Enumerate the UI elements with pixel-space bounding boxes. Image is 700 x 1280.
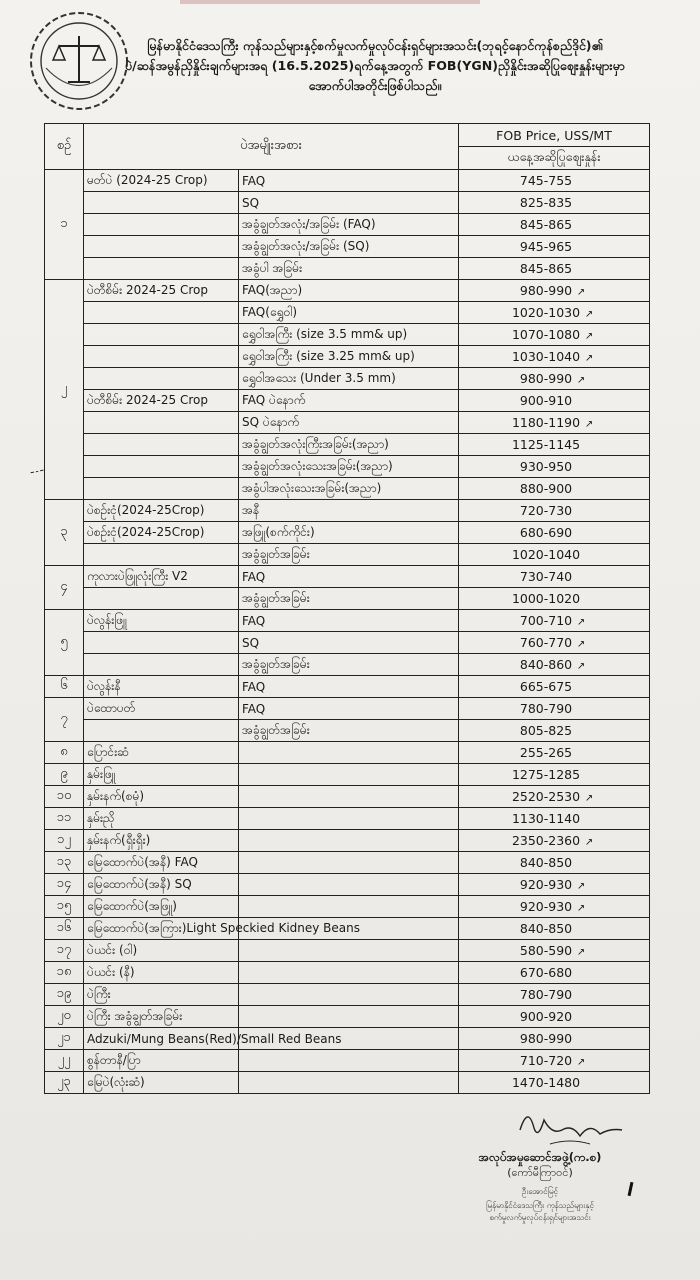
price-value: 1020-1040 bbox=[511, 547, 581, 562]
table-row bbox=[45, 962, 650, 984]
price-value: 710-720 bbox=[519, 1053, 573, 1068]
table-row bbox=[45, 1028, 650, 1050]
table-row bbox=[45, 918, 650, 940]
price-value: 670-680 bbox=[519, 965, 573, 980]
item-grade bbox=[239, 874, 459, 896]
row-number: ၁၈ bbox=[45, 962, 84, 984]
item-name: စွန်တာနီ/ပြာ bbox=[84, 1050, 239, 1072]
price-cell bbox=[459, 632, 650, 654]
table-row bbox=[45, 808, 650, 830]
price-value: 730-740 bbox=[519, 569, 573, 584]
item-grade bbox=[239, 984, 459, 1006]
price-value: 780-790 bbox=[519, 701, 573, 716]
item-grade bbox=[239, 1006, 459, 1028]
item-name bbox=[84, 346, 239, 368]
table-row bbox=[45, 1006, 650, 1028]
item-grade bbox=[239, 940, 459, 962]
item-name bbox=[84, 302, 239, 324]
price-cell bbox=[459, 280, 650, 302]
price-cell bbox=[459, 1028, 650, 1050]
price-value: 1020-1030 bbox=[511, 305, 581, 320]
table-row bbox=[45, 236, 650, 258]
row-number: ၁၉ bbox=[45, 984, 84, 1006]
item-name: ပဲယင်း (နီ) bbox=[84, 962, 239, 984]
price-value: 1070-1080 bbox=[511, 327, 581, 342]
table-row bbox=[45, 522, 650, 544]
item-name bbox=[84, 478, 239, 500]
price-value: 840-860 bbox=[519, 657, 573, 672]
price-value: 930-950 bbox=[519, 459, 573, 474]
item-grade: အဖြူ(စက်ကိုင်း) bbox=[239, 522, 459, 544]
row-number: ၇ bbox=[45, 698, 84, 742]
table-row bbox=[45, 874, 650, 896]
price-value: 945-965 bbox=[519, 239, 573, 254]
price-value: 900-910 bbox=[519, 393, 573, 408]
price-cell bbox=[459, 346, 650, 368]
item-grade: FAQ bbox=[239, 676, 459, 698]
item-name bbox=[84, 324, 239, 346]
price-up-tick-icon: ↗ bbox=[584, 793, 594, 804]
table-row bbox=[45, 852, 650, 874]
row-number: ၁၄ bbox=[45, 874, 84, 896]
item-grade bbox=[239, 852, 459, 874]
price-value: 720-730 bbox=[519, 503, 573, 518]
price-cell bbox=[459, 654, 650, 676]
price-cell bbox=[459, 390, 650, 412]
price-value: 255-265 bbox=[519, 745, 573, 760]
price-cell bbox=[459, 500, 650, 522]
row-number: ၂၁ bbox=[45, 1028, 84, 1050]
row-number: ၁၂ bbox=[45, 830, 84, 852]
price-cell bbox=[459, 764, 650, 786]
item-grade: အခွံချွတ်အလုံးကြီးအခြမ်း(အညာ) bbox=[239, 434, 459, 456]
table-row bbox=[45, 390, 650, 412]
item-grade bbox=[239, 830, 459, 852]
price-value: 2350-2360 bbox=[511, 833, 581, 848]
table-row bbox=[45, 544, 650, 566]
row-number: ၁၁ bbox=[45, 808, 84, 830]
item-name: ပဲတီစိမ်း 2024-25 Crop bbox=[84, 280, 239, 302]
signature-org-line-2: စက်မှုလက်မှုလုပ်ငန်းရှင်များအသင်း bbox=[489, 1213, 591, 1222]
price-value: 580-590 bbox=[519, 943, 573, 958]
row-number: ၂၀ bbox=[45, 1006, 84, 1028]
price-value: 1470-1480 bbox=[511, 1075, 581, 1090]
price-value: 1130-1140 bbox=[511, 811, 581, 826]
price-cell bbox=[459, 698, 650, 720]
price-cell bbox=[459, 456, 650, 478]
header-line-3: အောက်ပါအတိုင်းဖြစ်ပါသည်။ bbox=[308, 78, 442, 93]
price-cell bbox=[459, 478, 650, 500]
table-row bbox=[45, 478, 650, 500]
item-name: ပြောင်းဆံ bbox=[84, 742, 239, 764]
price-cell bbox=[459, 236, 650, 258]
table-row bbox=[45, 280, 650, 302]
item-name bbox=[84, 412, 239, 434]
item-name: ပဲလွန်းဖြူ bbox=[84, 610, 239, 632]
price-up-tick-icon: ↗ bbox=[576, 903, 586, 914]
row-number: ၅ bbox=[45, 610, 84, 676]
item-name: ပဲစဉ်းငုံ(2024-25Crop) bbox=[84, 500, 239, 522]
column-header-price-bottom: ယနေ့အဆိုပြုဈေးနှုန်း bbox=[459, 147, 650, 170]
document-header bbox=[95, 36, 655, 96]
item-name: ကုလားပဲဖြူလုံးကြီး V2 bbox=[84, 566, 239, 588]
row-number: ၂ bbox=[45, 280, 84, 500]
price-cell bbox=[459, 830, 650, 852]
price-cell bbox=[459, 874, 650, 896]
table-row bbox=[45, 346, 650, 368]
price-value: 980-990 bbox=[519, 283, 573, 298]
price-value: 980-990 bbox=[519, 1031, 573, 1046]
price-cell bbox=[459, 1006, 650, 1028]
item-grade bbox=[239, 808, 459, 830]
table-row bbox=[45, 1050, 650, 1072]
price-cell bbox=[459, 984, 650, 1006]
price-value: 700-710 bbox=[519, 613, 573, 628]
table-row bbox=[45, 896, 650, 918]
price-cell bbox=[459, 742, 650, 764]
price-cell bbox=[459, 676, 650, 698]
price-value: 825-835 bbox=[519, 195, 573, 210]
item-grade bbox=[239, 1050, 459, 1072]
item-grade: SQ bbox=[239, 192, 459, 214]
price-value: 2520-2530 bbox=[511, 789, 581, 804]
item-name: မတ်ပဲ (2024-25 Crop) bbox=[84, 170, 239, 192]
column-header-price-top: FOB Price, USS/MT bbox=[459, 124, 650, 147]
price-cell bbox=[459, 170, 650, 192]
item-grade: FAQ(ရွှေဝါ) bbox=[239, 302, 459, 324]
table-row bbox=[45, 632, 650, 654]
item-grade: အခွံချွတ်အခြမ်း bbox=[239, 588, 459, 610]
table-row bbox=[45, 214, 650, 236]
row-number: ၁၅ bbox=[45, 896, 84, 918]
price-value: 1275-1285 bbox=[511, 767, 581, 782]
item-name: Adzuki/Mung Beans(Red)/Small Red Beans bbox=[84, 1028, 239, 1050]
item-name bbox=[84, 544, 239, 566]
item-grade: အခွံချွတ်အလုံး/အခြမ်း (FAQ) bbox=[239, 214, 459, 236]
item-grade: FAQ ပဲနောက် bbox=[239, 390, 459, 412]
row-number: ၁၇ bbox=[45, 940, 84, 962]
price-value: 1030-1040 bbox=[511, 349, 581, 364]
item-name: ပဲတီစိမ်း 2024-25 Crop bbox=[84, 390, 239, 412]
table-row bbox=[45, 786, 650, 808]
item-name bbox=[84, 236, 239, 258]
item-name bbox=[84, 214, 239, 236]
item-name: မြေထောက်ပဲ(အဖြူ) bbox=[84, 896, 239, 918]
row-number: ၂၃ bbox=[45, 1072, 84, 1094]
table-row bbox=[45, 566, 650, 588]
row-number: ၃ bbox=[45, 500, 84, 566]
table-row bbox=[45, 1072, 650, 1094]
price-up-tick-icon: ↗ bbox=[584, 419, 594, 430]
item-grade bbox=[239, 962, 459, 984]
price-cell bbox=[459, 566, 650, 588]
table-row bbox=[45, 258, 650, 280]
table-row bbox=[45, 500, 650, 522]
table-row bbox=[45, 456, 650, 478]
row-number: ၉ bbox=[45, 764, 84, 786]
price-up-tick-icon: ↗ bbox=[576, 375, 586, 386]
item-name bbox=[84, 258, 239, 280]
price-cell bbox=[459, 1072, 650, 1094]
price-value: 780-790 bbox=[519, 987, 573, 1002]
table-row bbox=[45, 720, 650, 742]
item-name: နှမ်းနက်(ရှီးရှီး) bbox=[84, 830, 239, 852]
item-name: မြေပဲ(လုံးဆံ) bbox=[84, 1072, 239, 1094]
price-table bbox=[44, 123, 650, 1094]
scan-edge-strip bbox=[180, 0, 480, 4]
price-cell bbox=[459, 610, 650, 632]
price-value: 1180-1190 bbox=[511, 415, 581, 430]
price-up-tick-icon: ↗ bbox=[576, 287, 586, 298]
item-grade: အခွံပါ အခြမ်း bbox=[239, 258, 459, 280]
item-name bbox=[84, 456, 239, 478]
item-grade: FAQ(အညာ) bbox=[239, 280, 459, 302]
item-grade: အခွံချွတ်အခြမ်း bbox=[239, 720, 459, 742]
margin-handwritten-mark: ـ۔ـ bbox=[28, 460, 45, 477]
item-grade bbox=[239, 786, 459, 808]
item-grade bbox=[239, 896, 459, 918]
item-grade: FAQ bbox=[239, 566, 459, 588]
price-cell bbox=[459, 588, 650, 610]
item-grade bbox=[239, 742, 459, 764]
price-value: 900-920 bbox=[519, 1009, 573, 1024]
table-row bbox=[45, 654, 650, 676]
row-number: ၄ bbox=[45, 566, 84, 610]
signature-name: ဦးအောင်မြင့် bbox=[522, 1187, 558, 1196]
price-cell bbox=[459, 522, 650, 544]
column-header-item: ပဲအမျိုးအစား bbox=[84, 124, 459, 170]
table-row bbox=[45, 170, 650, 192]
table-row bbox=[45, 742, 650, 764]
item-grade: အခွံချွတ်အခြမ်း bbox=[239, 544, 459, 566]
price-cell bbox=[459, 962, 650, 984]
table-row bbox=[45, 830, 650, 852]
price-cell bbox=[459, 302, 650, 324]
item-grade: အခွံချွတ်အလုံးသေးအခြမ်း(အညာ) bbox=[239, 456, 459, 478]
item-name: ပဲကြီး bbox=[84, 984, 239, 1006]
price-value: 1125-1145 bbox=[511, 437, 581, 452]
item-grade: FAQ bbox=[239, 698, 459, 720]
signature-org-line-1: မြန်မာနိုင်ငံဒေသကြီး ကုန်သည်များနှင့် bbox=[486, 1201, 594, 1210]
item-name: ပဲစဉ်းငုံ(2024-25Crop) bbox=[84, 522, 239, 544]
price-cell bbox=[459, 434, 650, 456]
price-up-tick-icon: ↗ bbox=[576, 1057, 586, 1068]
item-grade: ရွှေဝါအကြီး (size 3.25 mm& up) bbox=[239, 346, 459, 368]
price-value: 920-930 bbox=[519, 899, 573, 914]
table-row bbox=[45, 940, 650, 962]
table-row bbox=[45, 192, 650, 214]
header-line-2: ပဲ/ဆန်အမွန်ညှိနှိုင်းချက်များအရ (16.5.2025)ရက်နေ့အတွက် FOB(YGN)ညှိနှိုင်းအဆိုပြုဈေးနှုန်းများမှာ bbox=[125, 58, 625, 73]
price-cell bbox=[459, 214, 650, 236]
table-row bbox=[45, 764, 650, 786]
row-number: ၁၀ bbox=[45, 786, 84, 808]
price-cell bbox=[459, 918, 650, 940]
price-up-tick-icon: ↗ bbox=[584, 309, 594, 320]
item-name: ပဲလွန်းနီ bbox=[84, 676, 239, 698]
price-cell bbox=[459, 324, 650, 346]
row-number: ၆ bbox=[45, 676, 84, 698]
table-row bbox=[45, 368, 650, 390]
table-row bbox=[45, 984, 650, 1006]
table-row bbox=[45, 324, 650, 346]
price-value: 745-755 bbox=[519, 173, 573, 188]
price-cell bbox=[459, 940, 650, 962]
row-number: ၁၃ bbox=[45, 852, 84, 874]
price-value: 760-770 bbox=[519, 635, 573, 650]
price-up-tick-icon: ↗ bbox=[584, 331, 594, 342]
header-line-1: မြန်မာနိုင်ငံဒေသကြီး ကုန်သည်များနှင့်စက်မှုလက်မှုလုပ်ငန်းရှင်များအသင်း(ဘုရင့်နောင်ကုန်စည်ဒိုင်)၏ bbox=[147, 38, 603, 53]
price-up-tick-icon: ↗ bbox=[576, 947, 586, 958]
price-up-tick-icon: ↗ bbox=[584, 837, 594, 848]
price-cell bbox=[459, 786, 650, 808]
table-row bbox=[45, 676, 650, 698]
price-cell bbox=[459, 896, 650, 918]
price-cell bbox=[459, 192, 650, 214]
item-grade: အခွံပါအလုံးသေးအခြမ်း(အညာ) bbox=[239, 478, 459, 500]
row-number: ၁ bbox=[45, 170, 84, 280]
price-up-tick-icon: ↗ bbox=[584, 353, 594, 364]
item-name bbox=[84, 654, 239, 676]
price-up-tick-icon: ↗ bbox=[576, 661, 586, 672]
price-cell bbox=[459, 808, 650, 830]
price-cell bbox=[459, 1050, 650, 1072]
table-row bbox=[45, 698, 650, 720]
price-up-tick-icon: ↗ bbox=[576, 881, 586, 892]
item-name bbox=[84, 434, 239, 456]
price-value: 1000-1020 bbox=[511, 591, 581, 606]
item-name: ပဲထောပတ် bbox=[84, 698, 239, 720]
item-name bbox=[84, 192, 239, 214]
price-cell bbox=[459, 544, 650, 566]
price-up-tick-icon: ↗ bbox=[576, 617, 586, 628]
item-name: နှမ်းဖြူ bbox=[84, 764, 239, 786]
item-name bbox=[84, 632, 239, 654]
item-grade: အခွံချွတ်အခြမ်း bbox=[239, 654, 459, 676]
item-name bbox=[84, 368, 239, 390]
price-cell bbox=[459, 720, 650, 742]
item-grade bbox=[239, 764, 459, 786]
item-grade: ရွှေဝါအသေး (Under 3.5 mm) bbox=[239, 368, 459, 390]
item-grade: အခွံချွတ်အလုံး/အခြမ်း (SQ) bbox=[239, 236, 459, 258]
table-row bbox=[45, 588, 650, 610]
table-row bbox=[45, 434, 650, 456]
price-value: 845-865 bbox=[519, 217, 573, 232]
item-grade: အနီ bbox=[239, 500, 459, 522]
price-value: 845-865 bbox=[519, 261, 573, 276]
price-up-tick-icon: ↗ bbox=[576, 639, 586, 650]
signature-title: အလုပ်အမှုဆောင်အဖွဲ့(က.စ) bbox=[478, 1150, 602, 1164]
price-value: 880-900 bbox=[519, 481, 573, 496]
item-grade: SQ ပဲနောက် bbox=[239, 412, 459, 434]
item-name: မြေထောက်ပဲ(အကြား)Light Speckied Kidney Beans bbox=[84, 918, 239, 940]
row-number: ၈ bbox=[45, 742, 84, 764]
item-grade: FAQ bbox=[239, 170, 459, 192]
price-value: 920-930 bbox=[519, 877, 573, 892]
price-value: 805-825 bbox=[519, 723, 573, 738]
item-name bbox=[84, 720, 239, 742]
price-cell bbox=[459, 258, 650, 280]
item-grade: FAQ bbox=[239, 610, 459, 632]
item-grade: ရွှေဝါအကြီး (size 3.5 mm& up) bbox=[239, 324, 459, 346]
row-number: ၂၂ bbox=[45, 1050, 84, 1072]
price-value: 665-675 bbox=[519, 679, 573, 694]
table-row bbox=[45, 412, 650, 434]
price-value: 680-690 bbox=[519, 525, 573, 540]
item-name: ပဲယင်း (ဝါ) bbox=[84, 940, 239, 962]
table-row bbox=[45, 610, 650, 632]
item-name: နှမ်းနက်(စမုံ) bbox=[84, 786, 239, 808]
price-value: 840-850 bbox=[519, 921, 573, 936]
price-cell bbox=[459, 412, 650, 434]
item-name bbox=[84, 588, 239, 610]
price-value: 980-990 bbox=[519, 371, 573, 386]
item-grade bbox=[239, 1072, 459, 1094]
item-name: မြေထောက်ပဲ(အနီ) SQ bbox=[84, 874, 239, 896]
item-name: ပဲကြီး အခွံချွတ်အခြမ်း bbox=[84, 1006, 239, 1028]
item-grade: SQ bbox=[239, 632, 459, 654]
row-number: ၁၆ bbox=[45, 918, 84, 940]
item-name: နှမ်းညို bbox=[84, 808, 239, 830]
price-value: 840-850 bbox=[519, 855, 573, 870]
column-header-no: စဉ် bbox=[45, 124, 84, 170]
signature-department: (ကော်မီကြာဝင်) bbox=[507, 1166, 573, 1179]
handwritten-signature-icon bbox=[510, 1100, 630, 1150]
price-cell bbox=[459, 368, 650, 390]
price-table-body bbox=[45, 170, 650, 1094]
price-cell bbox=[459, 852, 650, 874]
signature-block bbox=[440, 1100, 640, 1250]
item-name: မြေထောက်ပဲ(အနီ) FAQ bbox=[84, 852, 239, 874]
table-row bbox=[45, 302, 650, 324]
